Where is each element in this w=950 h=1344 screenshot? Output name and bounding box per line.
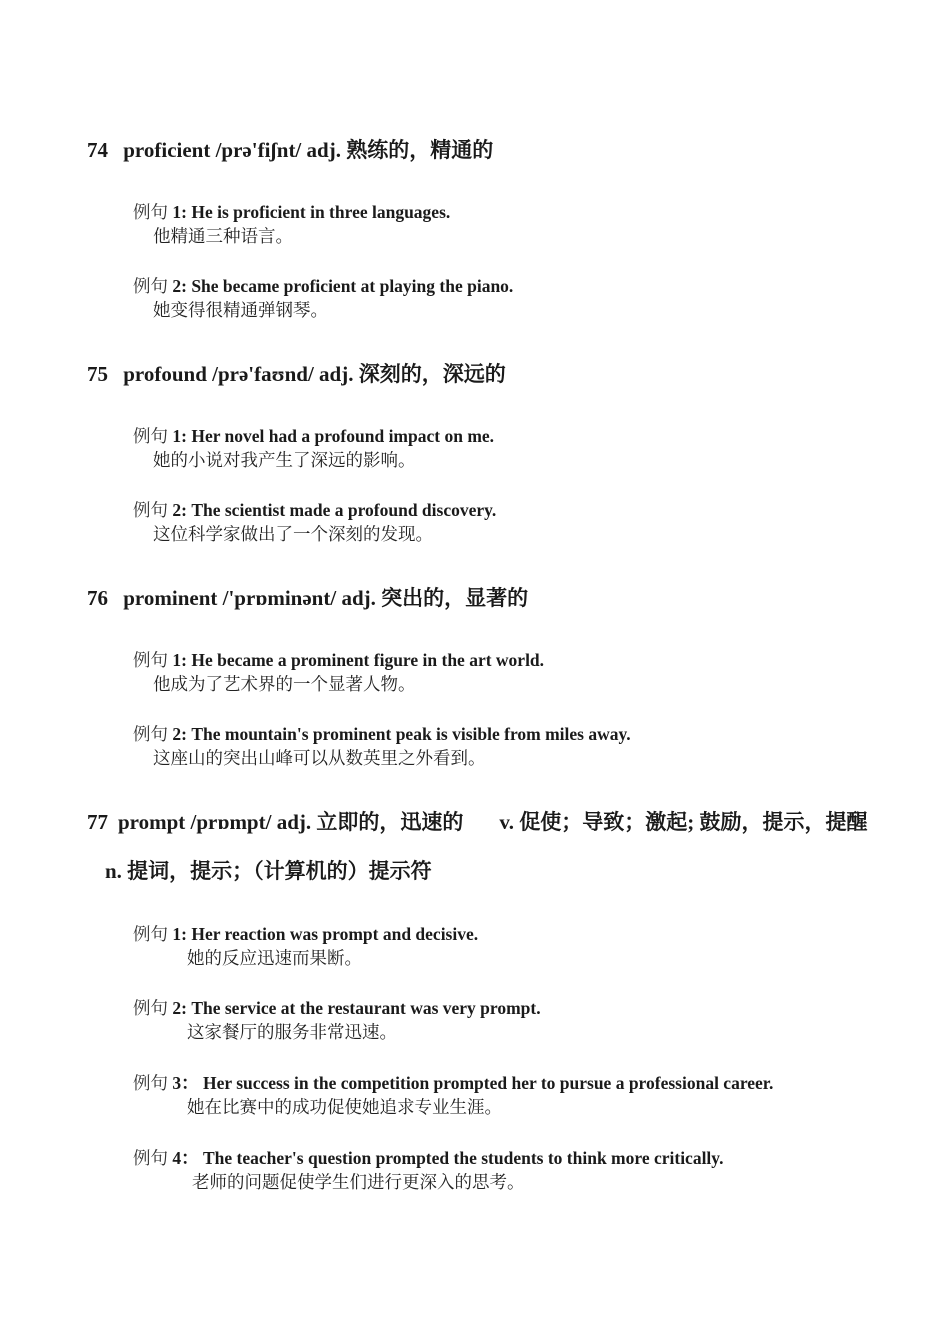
entry-number: 74: [87, 138, 108, 162]
example-74-2: [133, 274, 893, 322]
example-english: 1: He is proficient in three languages.: [172, 202, 451, 222]
entry-word: proficient /prə'fiʃnt/ adj. 熟练的，精通的: [123, 138, 494, 162]
example-chinese: 她在比赛中的成功促使她追求专业生涯。: [187, 1097, 502, 1117]
example-tag: 例句: [133, 1073, 168, 1093]
example-tag: 例句: [133, 202, 168, 222]
example-english: 1: Her novel had a profound impact on me.: [172, 426, 495, 446]
entry-word-adj: prompt /prɒmpt/ adj. 立即的，迅速的: [118, 810, 464, 834]
example-tag: 例句: [133, 1148, 168, 1168]
example-chinese: 这座山的突出山峰可以从数英里之外看到。: [153, 748, 486, 768]
example-chinese: 老师的问题促使学生们进行更深入的思考。: [192, 1172, 525, 1192]
example-chinese: 这家餐厅的服务非常迅速。: [187, 1022, 397, 1042]
example-tag: 例句: [133, 426, 168, 446]
example-tag: 例句: [133, 924, 168, 944]
entry-word: prominent /'prɒminənt/ adj. 突出的，显著的: [123, 586, 529, 610]
entry-word-noun: n. 提词，提示；（计算机的）提示符: [105, 859, 432, 883]
entry-number: 76: [87, 586, 108, 610]
example-chinese: 她变得很精通弹钢琴。: [153, 300, 328, 320]
entry-75-headword: [87, 350, 877, 398]
example-english: 2: She became proficient at playing the piano.: [172, 276, 514, 296]
entry-74-headword: [87, 126, 877, 174]
example-english: 2: The service at the restaurant was very prompt.: [172, 998, 541, 1018]
example-77-1: [133, 922, 893, 970]
example-74-1: [133, 200, 893, 248]
example-77-3: [133, 1071, 893, 1119]
example-77-4: [133, 1146, 893, 1194]
example-chinese: 她的反应迅速而果断。: [187, 948, 362, 968]
example-chinese: 他精通三种语言。: [153, 226, 293, 246]
example-english: 2: The mountain's prominent peak is visible from miles away.: [172, 724, 631, 744]
example-english: 4： The teacher's question prompted the students to think more critically.: [172, 1148, 724, 1168]
example-76-1: [133, 648, 893, 696]
example-english: 1: He became a prominent figure in the art world.: [172, 650, 545, 670]
example-english: 2: The scientist made a profound discovery.: [172, 500, 497, 520]
example-chinese: 她的小说对我产生了深远的影响。: [153, 450, 416, 470]
example-tag: 例句: [133, 500, 168, 520]
entry-word: profound /prə'faʊnd/ adj. 深刻的，深远的: [123, 362, 506, 386]
entry-number: 75: [87, 362, 108, 386]
entry-word-verb: v. 促使；导致；激起; 鼓励，提示，提醒: [499, 810, 868, 834]
example-chinese: 这位科学家做出了一个深刻的发现。: [153, 524, 433, 544]
example-77-2: [133, 996, 893, 1044]
example-chinese: 他成为了艺术界的一个显著人物。: [153, 674, 416, 694]
example-english: 3： Her success in the competition prompted her to pursue a professional career.: [172, 1073, 774, 1093]
example-76-2: [133, 722, 893, 770]
example-english: 1: Her reaction was prompt and decisive.: [172, 924, 479, 944]
example-75-1: [133, 424, 893, 472]
entry-76-headword: [87, 574, 877, 622]
example-tag: 例句: [133, 998, 168, 1018]
entry-number: 77: [87, 810, 108, 834]
example-tag: 例句: [133, 650, 168, 670]
example-75-2: [133, 498, 893, 546]
example-tag: 例句: [133, 724, 168, 744]
example-tag: 例句: [133, 276, 168, 296]
entry-77-headword: [87, 798, 877, 896]
